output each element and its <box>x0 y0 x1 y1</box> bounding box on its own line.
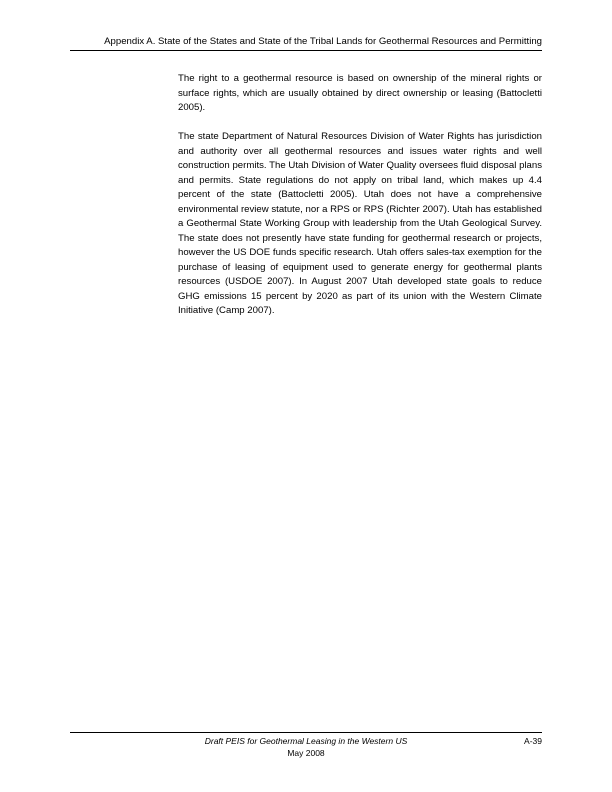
page-number: A-39 <box>524 736 542 746</box>
footer-document-title: Draft PEIS for Geothermal Leasing in the Western US <box>204 736 408 746</box>
paragraph-ownership: The right to a geothermal resource is based on ownership of the mineral rights or surface rights, which are usually obtained by direct ownership or leasing (Battocletti 2005). <box>178 73 542 113</box>
footer-date: May 2008 <box>287 748 325 758</box>
body-text <box>178 72 542 333</box>
header-divider <box>70 50 542 51</box>
footer-divider <box>70 732 542 733</box>
paragraph-state-regulation: The state Department of Natural Resources Division of Water Rights has jurisdiction and authority over all geothermal resources and issues water rights and well construction permits. The Utah Division of Water Quality oversees fluid disposal plans and permits. State regulations do not apply on tribal land, which makes up 4.4 percent of the state (Battocletti 2005). Utah does not have a comprehensive environmental review statute, nor a RPS or RPS (Richter 2007). Utah has established a Geothermal State Working Group with leadership from the Utah Geological Survey. The state does not presently have state funding for geothermal research or projects, however the US DOE funds specific research. Utah offers sales-tax exemption for the purchase of leasing of equipment used to generate energy for geothermal plants resources (USDOE 2007). In August 2007 Utah developed state goals to reduce GHG emissions 15 percent by 2020 as part of its union with the Western Climate Initiative (Camp 2007). <box>178 131 542 316</box>
running-header: Appendix A. State of the States and State of the Tribal Lands for Geothermal Resources and Permitting <box>104 36 542 47</box>
